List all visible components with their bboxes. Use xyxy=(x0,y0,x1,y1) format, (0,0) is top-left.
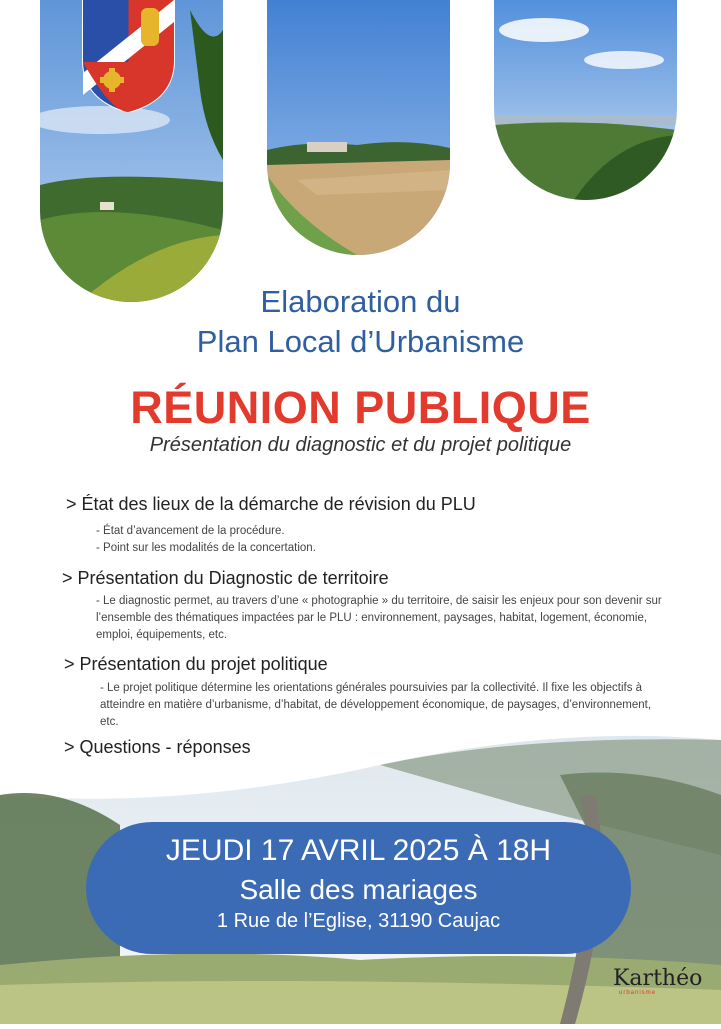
headline: RÉUNION PUBLIQUE xyxy=(130,382,591,433)
coat-of-arms-icon xyxy=(81,0,176,112)
section-3-item-1: - Le projet politique détermine les orientations générales poursuivies par la collectivité. Il fixe les objectifs à atteindre en matière d’urbanisme, d’habitat, de développement économique, de paysages, d’environnement, etc. xyxy=(100,682,652,728)
page-title xyxy=(0,282,721,362)
subtitle: Présentation du diagnostic et du projet politique xyxy=(149,434,572,456)
section-1-item-2: - Point sur les modalités de la concertation. xyxy=(96,542,316,554)
title-line-2: Plan Local d’Urbanisme xyxy=(196,324,525,359)
landscape-photo-center xyxy=(267,0,450,255)
event-banner xyxy=(86,822,631,954)
logo-tagline: urbanisme xyxy=(619,990,657,996)
event-address: 1 Rue de l’Eglise, 31190 Caujac xyxy=(216,910,501,932)
section-heading-4: > Questions - réponses xyxy=(64,737,251,757)
event-venue: Salle des mariages xyxy=(239,874,478,905)
logo-name: Karthéo xyxy=(613,966,703,991)
section-heading-1: > État des lieux de la démarche de révision du PLU xyxy=(66,494,476,514)
title-line-1: Elaboration du xyxy=(260,284,461,319)
landscape-photo-right xyxy=(494,0,677,200)
section-heading-2: > Présentation du Diagnostic de territoire xyxy=(62,568,389,588)
event-date: JEUDI 17 AVRIL 2025 À 18H xyxy=(165,834,552,867)
section-1-item-1: - État d’avancement de la procédure. xyxy=(96,525,285,537)
section-2-item-1: - Le diagnostic permet, au travers d’une « photographie » du territoire, de saisir les enjeux pour son devenir sur l’ensemble des thématiques impactées par le PLU : environnement, paysages, habitat, logement, économie, emploi, équipements, etc. xyxy=(96,595,662,641)
section-heading-3: > Présentation du projet politique xyxy=(64,654,328,674)
kartheo-logo xyxy=(613,966,703,1002)
